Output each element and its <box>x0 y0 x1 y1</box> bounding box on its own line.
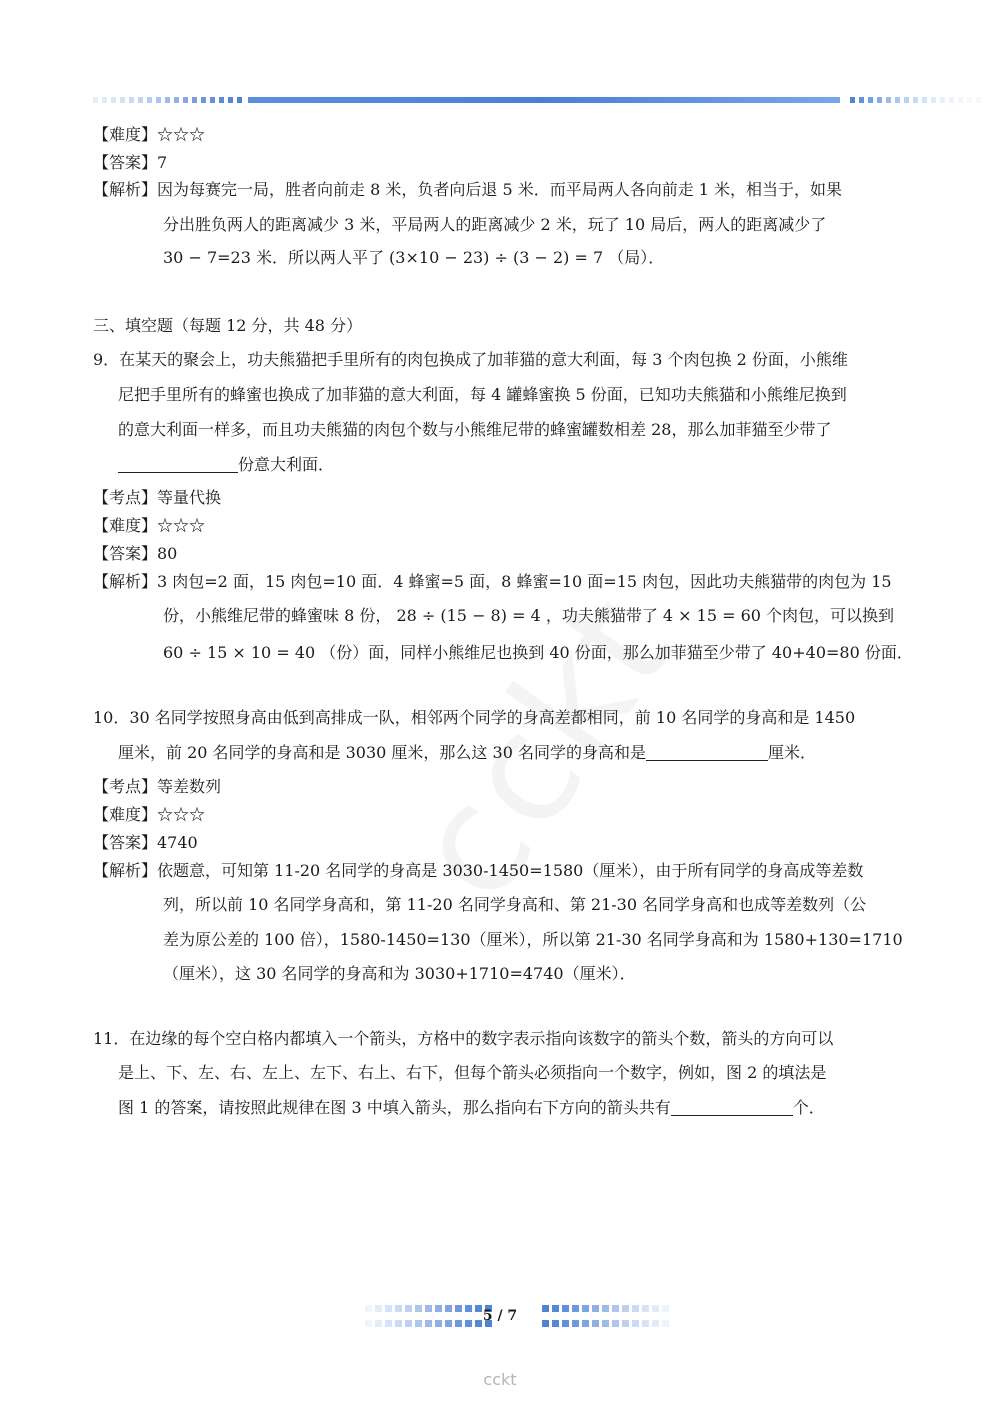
section-title: 三、填空题（每题 12 分，共 48 分） <box>93 316 363 335</box>
q11-line2: 是上、下、左、右、左上、左下、右上、右下，但每个箭头必须指向一个数字，例如，图 2 的填法是 <box>118 1063 827 1082</box>
q9-line4-text: 份意大利面． <box>238 455 335 474</box>
q10-analysis-line1: 【解析】依题意，可知第 11-20 名同学的身高是 3030-1450=1580（厘米），由于所有同学的身高成等差数 <box>93 861 864 880</box>
header-decoration-bar <box>93 97 981 105</box>
q11-line3 <box>118 1098 825 1118</box>
page-number: 5 / 7 <box>482 1308 518 1324</box>
q9-line1: 9．在某天的聚会上，功夫熊猫把手里所有的肉包换成了加菲猫的意大利面，每 3 个肉包换 2 份面，小熊维 <box>93 350 848 369</box>
q9-analysis-line1: 【解析】3 肉包=2 面，15 肉包=10 面．4 蜂蜜=5 面，8 蜂蜜=10 面=15 肉包，因此功夫熊猫带的肉包为 15 <box>93 572 892 591</box>
q11-line3-unit: 个． <box>792 1098 825 1117</box>
q11-line3-text: 图 1 的答案，请按照此规律在图 3 中填入箭头，那么指向右下方向的箭头共有 <box>118 1098 671 1117</box>
q10-line2-unit: 厘米． <box>767 743 816 762</box>
q9-line3: 的意大利面一样多，而且功夫熊猫的肉包个数与小熊维尼带的蜂蜜罐数相差 28，那么加菲猫至少带了 <box>118 420 832 439</box>
q8-answer: 【答案】7 <box>93 153 168 172</box>
q9-analysis-line2: 份，小熊维尼带的蜂蜜味 8 份， 28 ÷ (15 − 8) = 4 ，功夫熊猫带了 4 × 15 = 60 个肉包，可以换到 <box>163 606 895 625</box>
q9-topic: 【考点】等量代换 <box>93 488 222 507</box>
q9-analysis-line3: 60 ÷ 15 × 10 = 40 （份）面，同样小熊维尼也换到 40 份面，那么加菲猫至少带了 40+40=80 份面． <box>163 643 913 662</box>
q11-line1: 11．在边缘的每个空白格内都填入一个箭头，方格中的数字表示指向该数字的箭头个数，箭头的方向可以 <box>93 1029 834 1048</box>
answer-blank[interactable] <box>118 456 238 473</box>
q10-difficulty: 【难度】☆☆☆ <box>93 805 206 824</box>
q10-line2-text: 厘米，前 20 名同学的身高和是 3030 厘米，那么这 30 名同学的身高和是 <box>118 743 646 762</box>
q10-analysis-line3: 差为原公差的 100 倍），1580-1450=130（厘米），所以第 21-30 名同学身高和为 1580+130=1710 <box>163 930 903 949</box>
q8-analysis-line3: 30 − 7=23 米．所以两人平了 (3×10 − 23) ÷ (3 − 2) = 7 （局）． <box>163 248 665 267</box>
q9-line2: 尼把手里所有的蜂蜜也换成了加菲猫的意大利面，每 4 罐蜂蜜换 5 份面，已知功夫熊猫和小熊维尼换到 <box>118 385 847 404</box>
q10-line1: 10．30 名同学按照身高由低到高排成一队，相邻两个同学的身高差都相同，前 10 名同学的身高和是 1450 <box>93 708 856 727</box>
q8-difficulty: 【难度】☆☆☆ <box>93 125 206 144</box>
answer-blank[interactable] <box>671 1099 793 1116</box>
q8-analysis-line2: 分出胜负两人的距离减少 3 米，平局两人的距离减少 2 米，玩了 10 局后，两人的距离减少了 <box>163 215 827 234</box>
q8-analysis-line1: 【解析】因为每赛完一局，胜者向前走 8 米，负者向后退 5 米．而平局两人各向前走 1 米，相当于，如果 <box>93 180 843 199</box>
q10-answer: 【答案】4740 <box>93 833 198 852</box>
q10-analysis-line2: 列，所以前 10 名同学身高和，第 11-20 名同学身高和、第 21-30 名同学身高和也成等差数列（公 <box>163 895 867 914</box>
answer-blank[interactable] <box>646 744 768 761</box>
q9-answer: 【答案】80 <box>93 544 178 563</box>
q9-difficulty: 【难度】☆☆☆ <box>93 516 206 535</box>
q10-analysis-line4: （厘米），这 30 名同学的身高和为 3030+1710=4740（厘米）． <box>163 964 636 983</box>
q10-topic: 【考点】等差数列 <box>93 777 222 796</box>
q10-line2 <box>118 743 816 763</box>
footer-mark: cckt <box>483 1370 517 1389</box>
q9-line4 <box>118 455 334 475</box>
